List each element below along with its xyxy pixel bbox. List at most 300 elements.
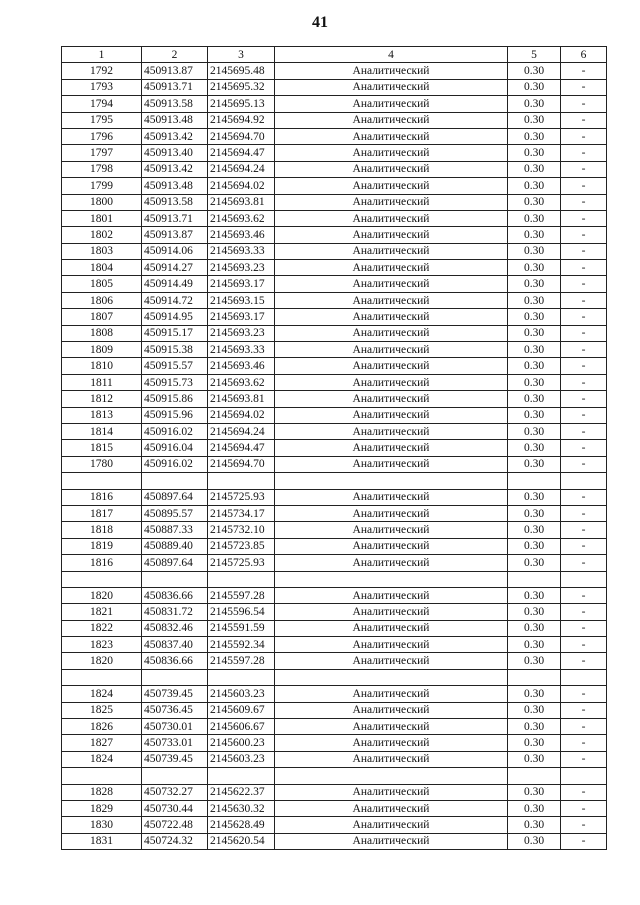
empty-cell (561, 768, 607, 784)
coord-y-cell: 2145693.81 (208, 194, 275, 210)
point-number-cell: 1804 (62, 260, 142, 276)
accuracy-cell: 0.30 (508, 243, 561, 259)
coord-y-cell: 2145597.28 (208, 587, 275, 603)
coord-x-cell: 450916.02 (142, 456, 208, 472)
method-cell: Аналитический (275, 505, 508, 521)
method-cell: Аналитический (275, 79, 508, 95)
table-row (62, 751, 607, 767)
method-cell: Аналитический (275, 243, 508, 259)
table-row (62, 587, 607, 603)
note-cell: - (561, 210, 607, 226)
point-number-cell: 1820 (62, 653, 142, 669)
note-cell: - (561, 194, 607, 210)
point-number-cell: 1803 (62, 243, 142, 259)
table-row (62, 702, 607, 718)
method-cell: Аналитический (275, 260, 508, 276)
table-row (62, 178, 607, 194)
accuracy-cell: 0.30 (508, 325, 561, 341)
method-cell: Аналитический (275, 342, 508, 358)
coord-y-cell: 2145694.47 (208, 440, 275, 456)
method-cell: Аналитический (275, 374, 508, 390)
coord-y-cell: 2145596.54 (208, 604, 275, 620)
point-number-cell: 1809 (62, 342, 142, 358)
point-number-cell: 1824 (62, 751, 142, 767)
method-cell: Аналитический (275, 227, 508, 243)
table-row (62, 833, 607, 849)
note-cell: - (561, 309, 607, 325)
point-number-cell: 1828 (62, 784, 142, 800)
coord-y-cell: 2145694.47 (208, 145, 275, 161)
coord-y-cell: 2145603.23 (208, 686, 275, 702)
accuracy-cell: 0.30 (508, 538, 561, 554)
accuracy-cell: 0.30 (508, 112, 561, 128)
accuracy-cell: 0.30 (508, 522, 561, 538)
point-number-cell: 1798 (62, 161, 142, 177)
method-cell: Аналитический (275, 391, 508, 407)
accuracy-cell: 0.30 (508, 456, 561, 472)
table-row (62, 686, 607, 702)
table-separator-row (62, 571, 607, 587)
method-cell: Аналитический (275, 587, 508, 603)
note-cell: - (561, 800, 607, 816)
coord-y-cell: 2145693.15 (208, 292, 275, 308)
coord-x-cell: 450722.48 (142, 817, 208, 833)
point-number-cell: 1817 (62, 505, 142, 521)
table-row (62, 161, 607, 177)
note-cell: - (561, 653, 607, 669)
point-number-cell: 1806 (62, 292, 142, 308)
accuracy-cell: 0.30 (508, 833, 561, 849)
accuracy-cell: 0.30 (508, 96, 561, 112)
note-cell: - (561, 227, 607, 243)
method-cell: Аналитический (275, 637, 508, 653)
coord-x-cell: 450915.17 (142, 325, 208, 341)
table-row (62, 358, 607, 374)
point-number-cell: 1810 (62, 358, 142, 374)
note-cell: - (561, 702, 607, 718)
header-col-4: 4 (275, 47, 508, 63)
table-separator-row (62, 473, 607, 489)
point-number-cell: 1821 (62, 604, 142, 620)
accuracy-cell: 0.30 (508, 79, 561, 95)
method-cell: Аналитический (275, 358, 508, 374)
empty-cell (275, 669, 508, 685)
table-row (62, 325, 607, 341)
coord-x-cell: 450897.64 (142, 555, 208, 571)
table-row (62, 128, 607, 144)
table-row (62, 391, 607, 407)
coord-y-cell: 2145591.59 (208, 620, 275, 636)
accuracy-cell: 0.30 (508, 702, 561, 718)
coord-y-cell: 2145694.24 (208, 161, 275, 177)
note-cell: - (561, 719, 607, 735)
method-cell: Аналитический (275, 407, 508, 423)
accuracy-cell: 0.30 (508, 440, 561, 456)
coord-x-cell: 450913.42 (142, 128, 208, 144)
accuracy-cell: 0.30 (508, 637, 561, 653)
note-cell: - (561, 604, 607, 620)
table-row (62, 309, 607, 325)
note-cell: - (561, 440, 607, 456)
point-number-cell: 1797 (62, 145, 142, 161)
accuracy-cell: 0.30 (508, 555, 561, 571)
accuracy-cell: 0.30 (508, 161, 561, 177)
note-cell: - (561, 358, 607, 374)
empty-cell (275, 768, 508, 784)
coord-x-cell: 450915.96 (142, 407, 208, 423)
point-number-cell: 1820 (62, 587, 142, 603)
empty-cell (561, 571, 607, 587)
accuracy-cell: 0.30 (508, 817, 561, 833)
table-row (62, 489, 607, 505)
coord-y-cell: 2145600.23 (208, 735, 275, 751)
empty-cell (508, 473, 561, 489)
coord-x-cell: 450915.57 (142, 358, 208, 374)
table-body (62, 63, 607, 850)
empty-cell (508, 571, 561, 587)
point-number-cell: 1831 (62, 833, 142, 849)
coord-x-cell: 450916.02 (142, 423, 208, 439)
coord-y-cell: 2145628.49 (208, 817, 275, 833)
coord-x-cell: 450837.40 (142, 637, 208, 653)
coord-x-cell: 450836.66 (142, 587, 208, 603)
coord-y-cell: 2145694.24 (208, 423, 275, 439)
table-row (62, 719, 607, 735)
coord-x-cell: 450730.44 (142, 800, 208, 816)
coord-x-cell: 450914.27 (142, 260, 208, 276)
method-cell: Аналитический (275, 63, 508, 79)
table-row (62, 522, 607, 538)
note-cell: - (561, 63, 607, 79)
method-cell: Аналитический (275, 735, 508, 751)
accuracy-cell: 0.30 (508, 489, 561, 505)
table-row (62, 145, 607, 161)
header-col-3: 3 (208, 47, 275, 63)
table-row (62, 555, 607, 571)
note-cell: - (561, 178, 607, 194)
empty-cell (508, 669, 561, 685)
table-separator-row (62, 768, 607, 784)
accuracy-cell: 0.30 (508, 407, 561, 423)
method-cell: Аналитический (275, 96, 508, 112)
empty-cell (208, 768, 275, 784)
table-row (62, 342, 607, 358)
point-number-cell: 1795 (62, 112, 142, 128)
note-cell: - (561, 79, 607, 95)
accuracy-cell: 0.30 (508, 342, 561, 358)
accuracy-cell: 0.30 (508, 210, 561, 226)
table-header-row (62, 47, 607, 63)
coord-y-cell: 2145732.10 (208, 522, 275, 538)
point-number-cell: 1794 (62, 96, 142, 112)
accuracy-cell: 0.30 (508, 194, 561, 210)
point-number-cell: 1815 (62, 440, 142, 456)
page-number: 41 (312, 14, 328, 31)
coord-x-cell: 450736.45 (142, 702, 208, 718)
coord-y-cell: 2145622.37 (208, 784, 275, 800)
coord-y-cell: 2145695.48 (208, 63, 275, 79)
coord-y-cell: 2145620.54 (208, 833, 275, 849)
accuracy-cell: 0.30 (508, 620, 561, 636)
accuracy-cell: 0.30 (508, 260, 561, 276)
note-cell: - (561, 522, 607, 538)
point-number-cell: 1818 (62, 522, 142, 538)
coord-x-cell: 450914.72 (142, 292, 208, 308)
coord-y-cell: 2145693.33 (208, 243, 275, 259)
method-cell: Аналитический (275, 423, 508, 439)
method-cell: Аналитический (275, 309, 508, 325)
table-row (62, 96, 607, 112)
method-cell: Аналитический (275, 719, 508, 735)
point-number-cell: 1811 (62, 374, 142, 390)
coord-y-cell: 2145693.17 (208, 276, 275, 292)
table-row (62, 227, 607, 243)
note-cell: - (561, 637, 607, 653)
coord-y-cell: 2145693.62 (208, 210, 275, 226)
point-number-cell: 1822 (62, 620, 142, 636)
point-number-cell: 1825 (62, 702, 142, 718)
table-row (62, 637, 607, 653)
coord-y-cell: 2145693.81 (208, 391, 275, 407)
coord-y-cell: 2145606.67 (208, 719, 275, 735)
table-row (62, 423, 607, 439)
empty-cell (62, 571, 142, 587)
method-cell: Аналитический (275, 161, 508, 177)
coord-x-cell: 450913.87 (142, 227, 208, 243)
point-number-cell: 1807 (62, 309, 142, 325)
coord-y-cell: 2145693.46 (208, 358, 275, 374)
coord-x-cell: 450915.86 (142, 391, 208, 407)
coord-x-cell: 450915.38 (142, 342, 208, 358)
method-cell: Аналитический (275, 620, 508, 636)
accuracy-cell: 0.30 (508, 276, 561, 292)
method-cell: Аналитический (275, 800, 508, 816)
point-number-cell: 1801 (62, 210, 142, 226)
note-cell: - (561, 325, 607, 341)
coord-y-cell: 2145693.33 (208, 342, 275, 358)
note-cell: - (561, 161, 607, 177)
accuracy-cell: 0.30 (508, 292, 561, 308)
note-cell: - (561, 128, 607, 144)
point-number-cell: 1814 (62, 423, 142, 439)
coord-x-cell: 450739.45 (142, 751, 208, 767)
point-number-cell: 1812 (62, 391, 142, 407)
table-row (62, 505, 607, 521)
empty-cell (508, 768, 561, 784)
coord-x-cell: 450831.72 (142, 604, 208, 620)
method-cell: Аналитический (275, 784, 508, 800)
method-cell: Аналитический (275, 440, 508, 456)
method-cell: Аналитический (275, 702, 508, 718)
table-row (62, 374, 607, 390)
note-cell: - (561, 686, 607, 702)
coord-y-cell: 2145693.62 (208, 374, 275, 390)
point-number-cell: 1780 (62, 456, 142, 472)
point-number-cell: 1816 (62, 555, 142, 571)
empty-cell (142, 571, 208, 587)
coord-y-cell: 2145694.92 (208, 112, 275, 128)
coord-x-cell: 450916.04 (142, 440, 208, 456)
accuracy-cell: 0.30 (508, 63, 561, 79)
coord-x-cell: 450914.49 (142, 276, 208, 292)
coord-x-cell: 450897.64 (142, 489, 208, 505)
coord-x-cell: 450889.40 (142, 538, 208, 554)
method-cell: Аналитический (275, 112, 508, 128)
coord-x-cell: 450724.32 (142, 833, 208, 849)
note-cell: - (561, 260, 607, 276)
header-col-2: 2 (142, 47, 208, 63)
method-cell: Аналитический (275, 456, 508, 472)
method-cell: Аналитический (275, 555, 508, 571)
table-row (62, 735, 607, 751)
note-cell: - (561, 489, 607, 505)
method-cell: Аналитический (275, 276, 508, 292)
method-cell: Аналитический (275, 686, 508, 702)
empty-cell (275, 571, 508, 587)
method-cell: Аналитический (275, 194, 508, 210)
accuracy-cell: 0.30 (508, 145, 561, 161)
accuracy-cell: 0.30 (508, 358, 561, 374)
note-cell: - (561, 538, 607, 554)
accuracy-cell: 0.30 (508, 751, 561, 767)
coord-y-cell: 2145597.28 (208, 653, 275, 669)
note-cell: - (561, 620, 607, 636)
point-number-cell: 1824 (62, 686, 142, 702)
coord-x-cell: 450913.71 (142, 79, 208, 95)
coord-x-cell: 450732.27 (142, 784, 208, 800)
accuracy-cell: 0.30 (508, 374, 561, 390)
coord-x-cell: 450913.87 (142, 63, 208, 79)
empty-cell (62, 669, 142, 685)
empty-cell (142, 669, 208, 685)
accuracy-cell: 0.30 (508, 604, 561, 620)
table-row (62, 260, 607, 276)
coord-y-cell: 2145694.02 (208, 178, 275, 194)
point-number-cell: 1800 (62, 194, 142, 210)
coord-y-cell: 2145723.85 (208, 538, 275, 554)
method-cell: Аналитический (275, 178, 508, 194)
table-row (62, 292, 607, 308)
header-col-5: 5 (508, 47, 561, 63)
coord-x-cell: 450730.01 (142, 719, 208, 735)
empty-cell (561, 669, 607, 685)
note-cell: - (561, 342, 607, 358)
point-number-cell: 1793 (62, 79, 142, 95)
table-row (62, 538, 607, 554)
table-separator-row (62, 669, 607, 685)
method-cell: Аналитический (275, 817, 508, 833)
note-cell: - (561, 96, 607, 112)
point-number-cell: 1829 (62, 800, 142, 816)
point-number-cell: 1826 (62, 719, 142, 735)
coord-y-cell: 2145693.17 (208, 309, 275, 325)
point-number-cell: 1796 (62, 128, 142, 144)
method-cell: Аналитический (275, 325, 508, 341)
empty-cell (275, 473, 508, 489)
point-number-cell: 1813 (62, 407, 142, 423)
coord-x-cell: 450913.58 (142, 194, 208, 210)
coordinates-table (61, 46, 607, 850)
note-cell: - (561, 735, 607, 751)
method-cell: Аналитический (275, 145, 508, 161)
note-cell: - (561, 505, 607, 521)
accuracy-cell: 0.30 (508, 391, 561, 407)
note-cell: - (561, 292, 607, 308)
point-number-cell: 1827 (62, 735, 142, 751)
coord-x-cell: 450739.45 (142, 686, 208, 702)
header-col-6: 6 (561, 47, 607, 63)
table-row (62, 243, 607, 259)
method-cell: Аналитический (275, 538, 508, 554)
note-cell: - (561, 833, 607, 849)
note-cell: - (561, 243, 607, 259)
table-row (62, 817, 607, 833)
note-cell: - (561, 456, 607, 472)
coord-y-cell: 2145609.67 (208, 702, 275, 718)
empty-cell (561, 473, 607, 489)
coord-x-cell: 450913.48 (142, 178, 208, 194)
method-cell: Аналитический (275, 128, 508, 144)
point-number-cell: 1805 (62, 276, 142, 292)
table-row (62, 653, 607, 669)
coord-y-cell: 2145694.02 (208, 407, 275, 423)
coord-y-cell: 2145694.70 (208, 456, 275, 472)
coord-y-cell: 2145694.70 (208, 128, 275, 144)
table-row (62, 63, 607, 79)
coord-y-cell: 2145592.34 (208, 637, 275, 653)
coord-x-cell: 450832.46 (142, 620, 208, 636)
table-row (62, 604, 607, 620)
point-number-cell: 1802 (62, 227, 142, 243)
empty-cell (208, 669, 275, 685)
header-col-1: 1 (62, 47, 142, 63)
note-cell: - (561, 587, 607, 603)
coord-x-cell: 450914.95 (142, 309, 208, 325)
table-row (62, 112, 607, 128)
empty-cell (208, 473, 275, 489)
coord-y-cell: 2145695.32 (208, 79, 275, 95)
table-row (62, 194, 607, 210)
coord-y-cell: 2145693.46 (208, 227, 275, 243)
accuracy-cell: 0.30 (508, 653, 561, 669)
table-row (62, 620, 607, 636)
accuracy-cell: 0.30 (508, 784, 561, 800)
method-cell: Аналитический (275, 833, 508, 849)
note-cell: - (561, 423, 607, 439)
note-cell: - (561, 276, 607, 292)
coord-y-cell: 2145695.13 (208, 96, 275, 112)
point-number-cell: 1808 (62, 325, 142, 341)
note-cell: - (561, 555, 607, 571)
accuracy-cell: 0.30 (508, 309, 561, 325)
empty-cell (208, 571, 275, 587)
coord-x-cell: 450913.42 (142, 161, 208, 177)
coord-y-cell: 2145725.93 (208, 555, 275, 571)
coord-y-cell: 2145693.23 (208, 325, 275, 341)
point-number-cell: 1823 (62, 637, 142, 653)
table-row (62, 784, 607, 800)
note-cell: - (561, 391, 607, 407)
coord-y-cell: 2145630.32 (208, 800, 275, 816)
coord-y-cell: 2145693.23 (208, 260, 275, 276)
method-cell: Аналитический (275, 653, 508, 669)
coord-x-cell: 450913.40 (142, 145, 208, 161)
method-cell: Аналитический (275, 292, 508, 308)
note-cell: - (561, 784, 607, 800)
point-number-cell: 1792 (62, 63, 142, 79)
coord-x-cell: 450836.66 (142, 653, 208, 669)
accuracy-cell: 0.30 (508, 587, 561, 603)
